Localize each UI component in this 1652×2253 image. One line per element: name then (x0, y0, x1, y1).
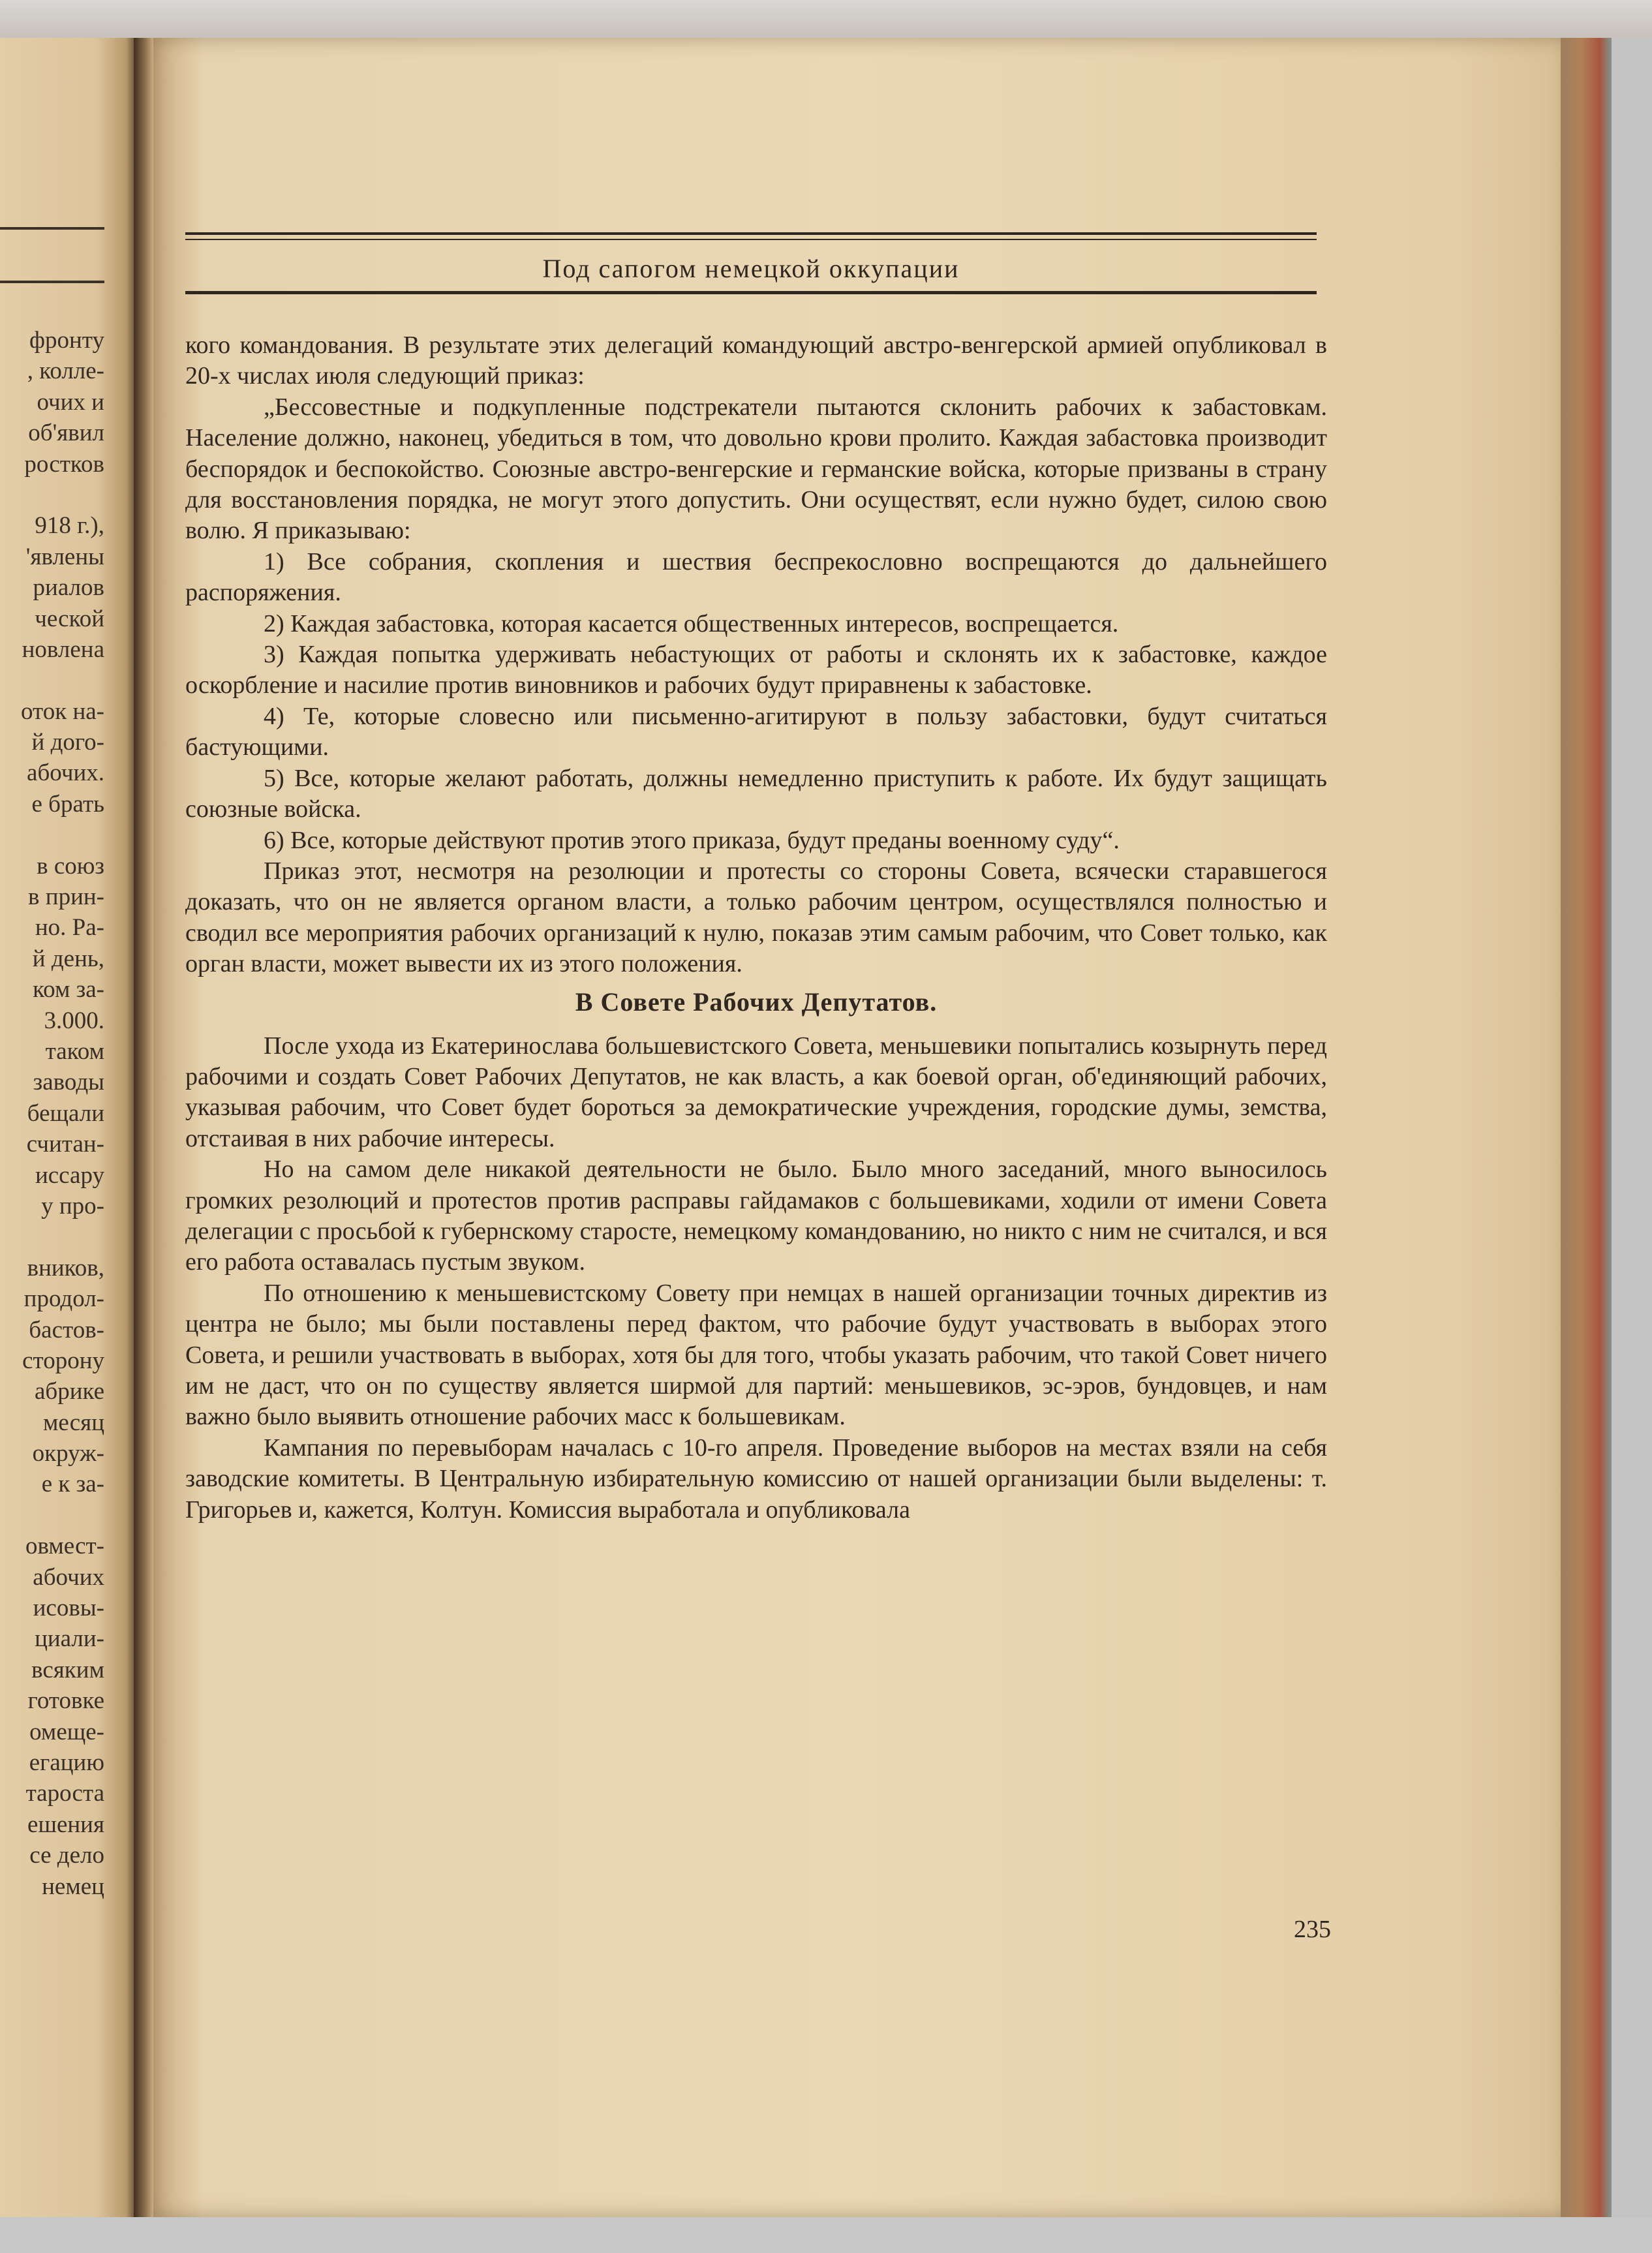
section-heading: В Совете Рабочих Депутатов. (575, 987, 938, 1017)
scan-right-margin (1612, 38, 1652, 2217)
left-page-fragment: циали- (35, 1625, 104, 1653)
left-page-fragment: оток на- (21, 697, 104, 725)
header-rule-top (185, 232, 1317, 235)
paragraph: „Бессовестные и подкупленные подстрекатели пытаются склонить рабочих к забастовкам. Население должно, наконец, убедиться в том, что довольно крови пролито. Каждая забастовка производит беспорядок и беспокойство. Союзные австро-венгерские и германские войска, которые призваны в страну для восстановления порядка, не могут этого допустить. Они осуществят, если нужно будет, силою свою волю. Я приказываю: (185, 393, 1327, 545)
left-page-fragment: об'явил (28, 420, 104, 447)
left-page-fragment: е к за- (41, 1471, 104, 1498)
left-page-fragment: новлена (22, 636, 104, 663)
left-page-fragment: ческой (35, 605, 104, 632)
order-item: 3) Каждая попытка удерживать небастующих от работы и склонять их к забастовке, каждое оскорбление и насилие против виновников и рабочих будут приравнены к забастовке. (185, 641, 1327, 699)
left-page-fragment: но. Ра- (35, 914, 104, 942)
left-page-fragment: тароста (25, 1780, 104, 1807)
left-page-rule (0, 281, 104, 283)
left-page-fragment (0, 665, 104, 696)
left-page-fragment: 'явлены (25, 543, 104, 570)
left-page-text-fragments (0, 325, 104, 1902)
page-body (185, 330, 1327, 1525)
left-page-fragment: окруж- (32, 1440, 104, 1467)
left-page-fragment: сторону (22, 1347, 104, 1374)
left-page-fragment: е брать (31, 790, 104, 818)
left-page-fragment: риалов (33, 574, 104, 602)
order-item: 5) Все, которые желают работать, должны немедленно приступить к работе. Их будут защищать союзные войска. (185, 764, 1327, 823)
left-page-fragment: се дело (29, 1842, 104, 1869)
order-item: 2) Каждая забастовка, которая касается общественных интересов, воспрещается. (264, 609, 1119, 637)
header-rule-bottom (185, 291, 1317, 294)
left-page-fragment: в союз (37, 852, 104, 880)
book-cover-edge (1561, 38, 1613, 2217)
left-page-fragment: абрике (34, 1378, 104, 1405)
left-page-fragment: 3.000. (44, 1007, 104, 1034)
left-page-fragment: й дого- (31, 729, 104, 756)
left-page-fragment: ком за- (33, 976, 104, 1004)
left-page-fragment: й день, (32, 945, 104, 972)
paragraph: Но на самом деле никакой деятельности не было. Было много заседаний, много выносилось громких резолюций и протестов против расправы гайдамаков с большевиками, ходили от имени Совета делегации с просьбой к губернскому старосте, немецкому командованию, но никто с ним не считался, и вся его работа оставалась пустым звуком. (185, 1156, 1327, 1276)
left-page-fragment: считан- (26, 1131, 104, 1158)
book-gutter (134, 38, 153, 2217)
paragraph: кого командования. В результате этих делегаций командующий австро-венгерской армией опубликовал в 20-х числах июля следующий приказ: (185, 331, 1327, 390)
left-page-fragment: заводы (33, 1069, 104, 1096)
left-page-fragment: всяким (31, 1656, 104, 1683)
paragraph: После ухода из Екатеринослава большевистского Совета, меньшевики попытались козырнуть перед рабочими и создать Совет Рабочих Депутатов, не как власть, а как боевой орган, об'единяющий рабочих, указывая рабочим, что Совет будет бороться за демократические учреждения, городские думы, земства, отстаивая в них рабочие интересы. (185, 1032, 1327, 1152)
left-page-fragment (0, 1500, 104, 1531)
paragraph: Кампания по перевыборам началась с 10-го апреля. Проведение выборов на местах взяли на себя заводские комитеты. В Центральную избирательную комиссию от нашей организации были выделены: т. Григорьев и, кажется, Колтун. Комиссия выработала и опубликовала (185, 1433, 1327, 1524)
left-page-fragment: овмест- (25, 1533, 104, 1560)
left-page-fragment: в прин- (28, 883, 104, 911)
left-page-fragment: фронту (29, 327, 104, 354)
order-item: 6) Все, которые действуют против этого приказа, будут преданы военному суду“. (264, 826, 1120, 854)
left-page-rule (0, 227, 104, 230)
order-item: 4) Те, которые словесно или письменно-агитируют в пользу забастовки, будут считаться бастующими. (185, 702, 1327, 761)
page-number: 235 (1294, 1916, 1331, 1943)
left-page-fragment: омеще- (29, 1718, 104, 1745)
left-page-fragment: 918 г.), (35, 512, 104, 540)
header-rule-top-thin (185, 239, 1317, 240)
left-page-fragment: ростков (24, 450, 104, 478)
left-page-fragment: абочих. (27, 759, 104, 787)
scan-bottom-margin (0, 2217, 1652, 2253)
order-item: 1) Все собрания, скопления и шествия беспрекословно воспрещаются до дальнейшего распоряжения. (185, 547, 1327, 607)
left-page-fragment: бещали (27, 1099, 104, 1127)
left-page-fragment: бастов- (29, 1316, 104, 1343)
left-page-fragment: исовы- (33, 1595, 104, 1622)
left-page-fragment: егацию (29, 1749, 104, 1776)
left-page-fragment: продол- (23, 1285, 104, 1313)
left-page-fragment: у про- (41, 1192, 104, 1219)
scan-top-margin (0, 0, 1652, 38)
left-page-fragment: месяц (43, 1409, 104, 1436)
left-page-fragment: готовке (27, 1687, 104, 1715)
facing-page-left (0, 38, 137, 2217)
left-page-fragment: абочих (33, 1563, 104, 1591)
left-page-fragment: таком (45, 1037, 104, 1065)
left-page-fragment: вников, (27, 1254, 104, 1281)
left-page-fragment (0, 820, 104, 850)
left-page-fragment: ешения (27, 1811, 104, 1838)
paragraph: Приказ этот, несмотря на резолюции и протесты со стороны Совета, всячески старавшегося доказать, что он не является органом власти, а только рабочим центром, осуществлялся полностью и сводил все мероприятия рабочих организаций к нулю, показав этим самым рабочим, что Совет только, как орган власти, может вывести их из этого положения. (185, 857, 1327, 978)
paragraph: По отношению к меньшевистскому Совету при немцах в нашей организации точных директив из центра не было; мы были поставлены перед фактом, что рабочие будут участвовать в выборах этого Совета, и решили участвовать в выборах, хотя бы для того, чтобы указать рабочим, что такой Совет ничего им не даст, что он по существу является ширмой для партий: меньшевиков, эс-эров, бундовцев, и нам важно было выявить отношение рабочих масс к большевикам. (185, 1279, 1327, 1431)
left-page-fragment (0, 480, 104, 510)
left-page-fragment: немец (42, 1873, 104, 1900)
left-page-fragment (0, 1221, 104, 1252)
running-header (185, 232, 1317, 296)
left-page-fragment: , колле- (27, 358, 104, 385)
left-page-fragment: очих и (37, 388, 104, 416)
running-header-title: Под сапогом немецкой оккупации (542, 254, 960, 283)
left-page-fragment: иссару (35, 1161, 104, 1189)
